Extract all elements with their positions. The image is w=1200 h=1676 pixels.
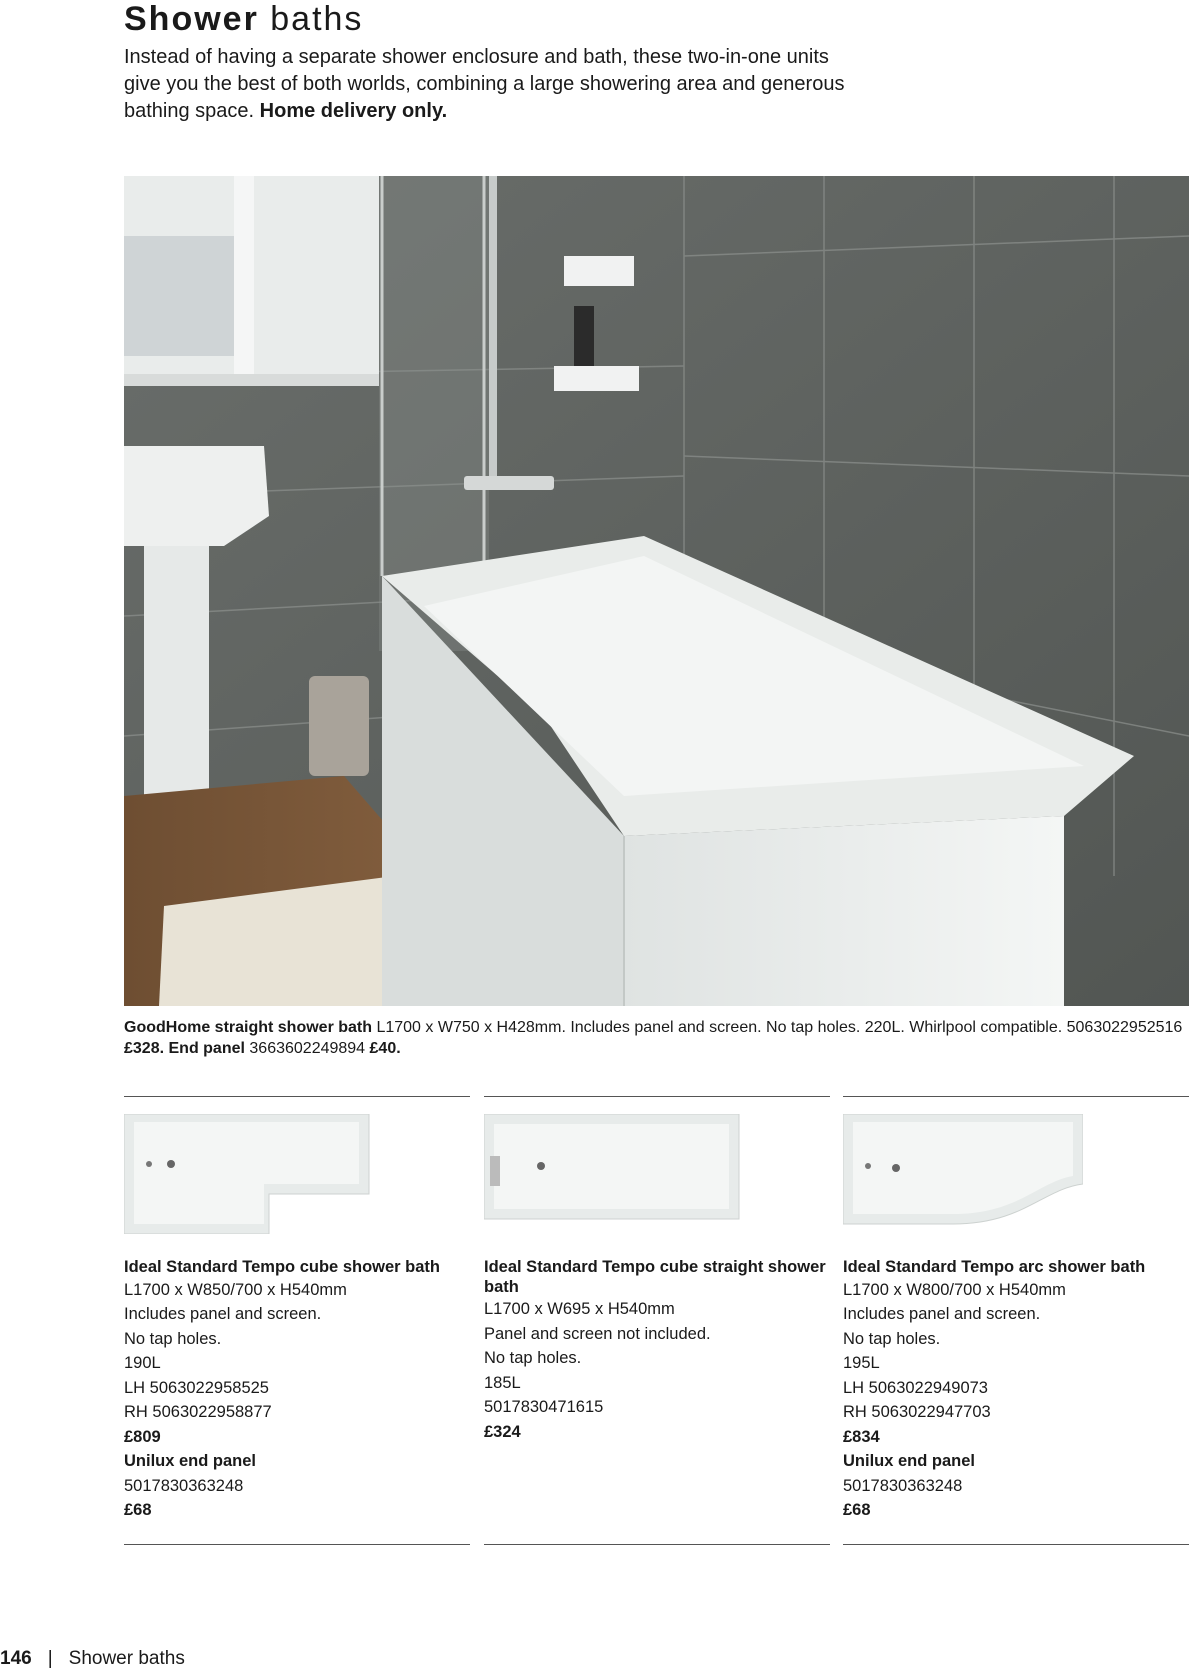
- product-price: £324: [484, 1422, 521, 1441]
- product-card: [124, 1096, 470, 1523]
- panel-label: Unilux end panel: [843, 1452, 976, 1470]
- hero-bathroom-image: [124, 176, 1189, 1006]
- product-spec: No tap holes.: [484, 1349, 582, 1367]
- hero-panel-code: 3663602249894: [244, 1040, 370, 1057]
- divider: [124, 1096, 470, 1097]
- page-footer: [0, 1648, 185, 1670]
- hero-product-details: L1700 x W750 x H428mm. Includes panel and screen. No tap holes. 220L. Whirlpool compatible. 5063022952516: [372, 1019, 1183, 1036]
- product-spec: No tap holes.: [843, 1329, 941, 1348]
- panel-label: Unilux end panel: [124, 1452, 257, 1470]
- product-spec: 190L: [124, 1354, 161, 1372]
- product-name: Ideal Standard Tempo arc shower bath: [843, 1258, 1146, 1276]
- divider: [843, 1096, 1189, 1097]
- product-image: [843, 1114, 1189, 1234]
- divider: [124, 1544, 470, 1545]
- product-spec: Includes panel and screen.: [124, 1305, 322, 1323]
- panel-code: 5017830363248: [124, 1476, 244, 1495]
- product-spec: Includes panel and screen.: [843, 1305, 1041, 1323]
- product-spec: No tap holes.: [124, 1329, 222, 1348]
- product-spec: Panel and screen not included.: [484, 1324, 711, 1343]
- product-spec: L1700 x W800/700 x H540mm: [843, 1280, 1066, 1299]
- divider: [484, 1096, 830, 1097]
- footer-separator: |: [47, 1648, 53, 1669]
- footer-section-name: Shower baths: [68, 1648, 185, 1669]
- hero-caption: [124, 1017, 1189, 1059]
- intro-paragraph: [124, 44, 864, 125]
- hero-panel-price: £40.: [369, 1040, 401, 1057]
- page-title-bold: Shower: [124, 0, 259, 38]
- product-name: Ideal Standard Tempo cube straight shower bath: [484, 1258, 826, 1296]
- product-name: Ideal Standard Tempo cube shower bath: [124, 1258, 440, 1276]
- product-price: £809: [124, 1427, 161, 1446]
- product-spec: 195L: [843, 1354, 880, 1372]
- divider: [843, 1544, 1189, 1545]
- product-spec: LH 5063022958525: [124, 1378, 269, 1397]
- page-title-rest: baths: [258, 0, 364, 38]
- hero-panel-label: End panel: [164, 1040, 245, 1057]
- product-spec: 185L: [484, 1373, 521, 1392]
- product-image: [124, 1114, 470, 1234]
- intro-delivery-note: Home delivery only.: [259, 100, 448, 122]
- product-spec: RH 5063022958877: [124, 1403, 272, 1421]
- product-card: [843, 1096, 1189, 1523]
- panel-price: £68: [124, 1501, 152, 1519]
- product-spec: L1700 x W850/700 x H540mm: [124, 1280, 347, 1299]
- product-details: [484, 1258, 830, 1444]
- divider: [484, 1544, 830, 1545]
- product-spec: 5017830471615: [484, 1398, 604, 1416]
- intro-text: Instead of having a separate shower enclosure and bath, these two-in-one units give you the best of both worlds, combining a large showering area and generous bathing space.: [124, 46, 845, 122]
- page-title: [124, 0, 363, 39]
- product-details: [843, 1258, 1189, 1523]
- product-spec: LH 5063022949073: [843, 1378, 988, 1397]
- product-image: [484, 1114, 830, 1234]
- hero-product-name: GoodHome straight shower bath: [124, 1019, 373, 1036]
- product-spec: RH 5063022947703: [843, 1403, 991, 1421]
- hero-product-price: £328.: [124, 1040, 165, 1057]
- panel-price: £68: [843, 1501, 871, 1519]
- product-price: £834: [843, 1427, 880, 1446]
- panel-code: 5017830363248: [843, 1476, 963, 1495]
- page-number: 146: [0, 1648, 32, 1669]
- product-card: [484, 1096, 830, 1444]
- product-spec: L1700 x W695 x H540mm: [484, 1300, 675, 1318]
- product-details: [124, 1258, 470, 1523]
